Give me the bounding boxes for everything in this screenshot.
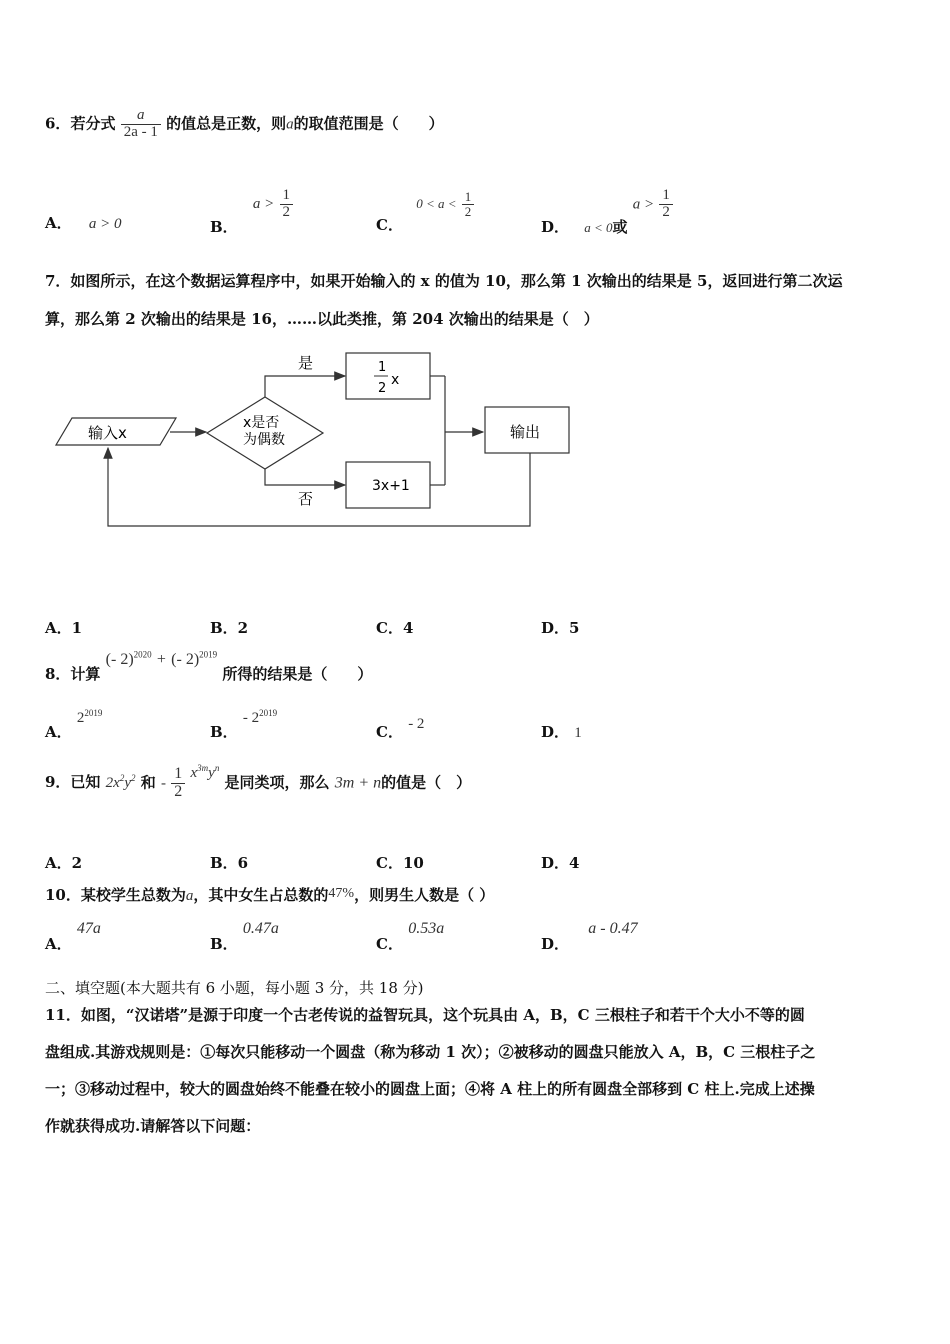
q11-line-4: 作就获得成功.请解答以下问题： (45, 1117, 261, 1135)
yes-label: 是 (298, 354, 314, 372)
q10-option-c: C． 0.53a (376, 920, 445, 953)
q10-option-d: D． a - 0.47 (541, 920, 638, 953)
question-6: 6．若分式 $\frac{a}{2a - 1}$ 的值总是正数，则a的取值范围是（ ） (45, 107, 444, 140)
q10-option-a: A． 47a (45, 920, 101, 953)
q10-option-b: B． 0.47a (210, 920, 279, 953)
output-label: 输出 (510, 423, 541, 441)
no-label: 否 (298, 490, 314, 508)
svg-text:2: 2 (378, 381, 387, 396)
q9-fraction: $\frac{1}{2}$ (171, 766, 185, 801)
q7-line-1: 7．如图所示，在这个数据运算程序中，如果开始输入的 x 的值为 10，那么第 1 次输出的结果是 5，返回进行第二次运 (45, 272, 843, 290)
q7-option-a: A．1 (45, 619, 83, 637)
q7-line-2: 算，那么第 2 次输出的结果是 16，……以此类推，第 204 次输出的结果是（ ） (45, 310, 599, 328)
arrow-loop-back (108, 448, 530, 526)
question-9: 9．已知 $2x^2y^2$ 和 - $\frac{1}{2}$ $x^{3m}y^n$ 是同类项，那么 3m + n的值是（ ） (45, 763, 472, 800)
question-10: 10．某校学生总数为a，其中女生占总数的47%，则男生人数是（ ） (45, 886, 495, 904)
input-label: 输入x (88, 424, 127, 442)
q11-line-3: 一；③移动过程中，较大的圆盘始终不能叠在较小的圆盘上面；④将 A 柱上的所有圆盘全部移到 C 柱上.完成上述操 (45, 1080, 815, 1098)
q9-option-b: B．6 (210, 854, 249, 872)
svg-text:x: x (391, 372, 400, 388)
q6-b-fraction: $\frac{1}{2}$ (280, 188, 294, 221)
flowchart (40, 340, 600, 540)
question-8: 8．计算 (- 2)$^{2020}$ + (- 2)$^{2019}$ 所得的结果是（ ） (45, 649, 373, 683)
q7-option-b: B．2 (210, 619, 249, 637)
q6-option-a: A． a > 0 (45, 214, 122, 232)
section-2-heading: 二、填空题(本大题共有 6 小题，每小题 3 分，共 18 分) (45, 979, 424, 997)
q8-option-c: C． - 2 (376, 716, 425, 741)
arrow-no (265, 469, 345, 485)
odd-label: 3x+1 (372, 478, 410, 494)
q6-d-fraction: $\frac{1}{2}$ (659, 188, 673, 221)
q8-option-d: D． 1 (541, 723, 582, 741)
q8-option-b: B． - $2^{2019}$ (210, 708, 278, 741)
q7-option-d: D．5 (541, 619, 580, 637)
q8-option-a: A． $2^{2019}$ (45, 708, 103, 741)
q9-option-a: A．2 (45, 854, 83, 872)
q6-option-b: B． a > $\frac{1}{2}$ (210, 188, 293, 221)
q6-c-fraction: $\frac{1}{2}$ (462, 190, 475, 218)
svg-text:1: 1 (378, 360, 387, 375)
q6-option-d: D． a < 0或 a > $\frac{1}{2}$ (541, 188, 673, 221)
q11-line-2: 盘组成.其游戏规则是：①每次只能移动一个圆盘（称为移动 1 次）；②被移动的圆盘只能放入 A，B，C 三根柱子之 (45, 1043, 816, 1061)
q6-option-c: C． 0 < a < $\frac{1}{2}$ (376, 190, 474, 218)
decision-label-2: 为偶数 (243, 432, 285, 448)
q7-option-c: C．4 (376, 619, 414, 637)
q9-option-c: C．10 (376, 854, 424, 872)
arrow-yes (265, 376, 345, 397)
q6-fraction: $\frac{a}{2a - 1}$ (121, 108, 161, 141)
q9-option-d: D．4 (541, 854, 580, 872)
decision-label-1: x是否 (243, 415, 280, 431)
q11-line-1: 11．如图，“汉诺塔”是源于印度一个古老传说的益智玩具，这个玩具由 A，B，C 三根柱子和若干个大小不等的圆 (45, 1006, 805, 1024)
